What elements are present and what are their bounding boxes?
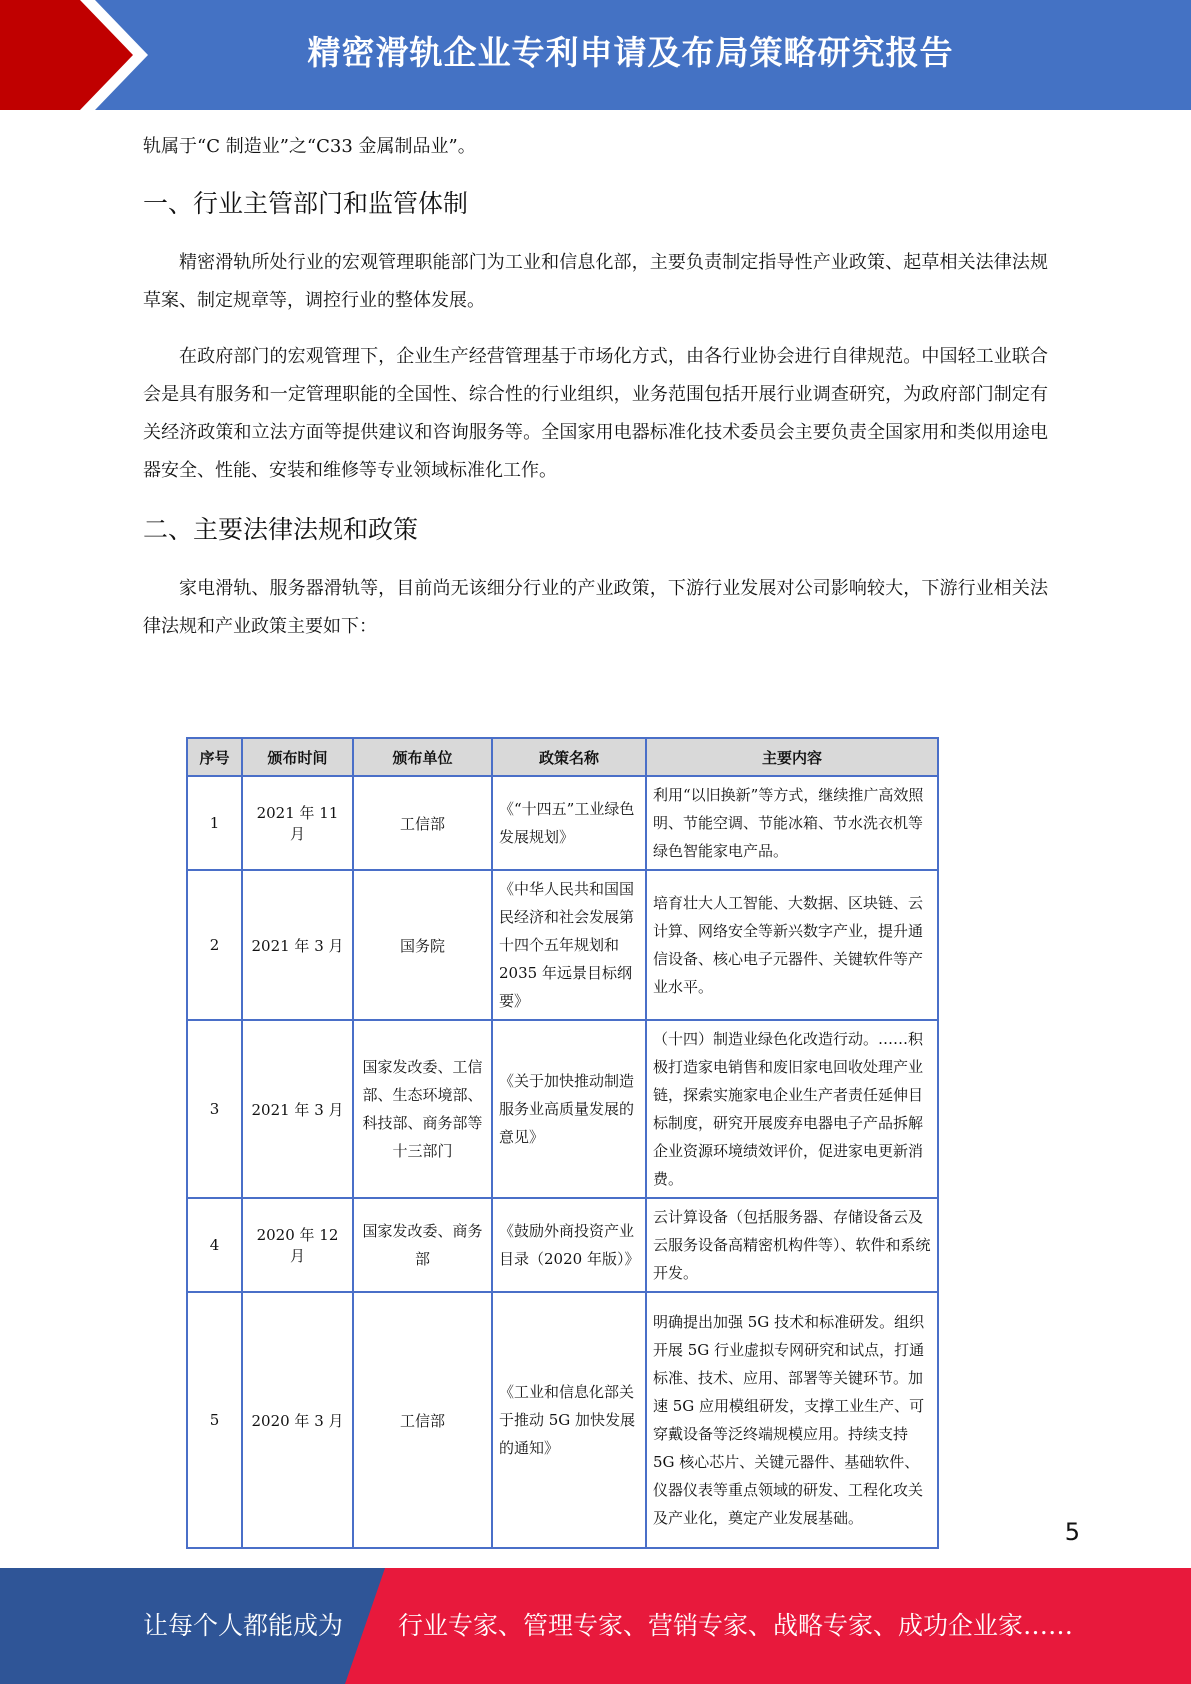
policy-table bbox=[186, 737, 939, 1549]
intro-paragraph: 轨属于“C 制造业”之“C33 金属制品业”。 bbox=[143, 136, 476, 157]
cell-date: 2021 年 11 月 bbox=[242, 776, 353, 870]
page-number: 5 bbox=[1064, 1518, 1080, 1546]
section-1-paragraph-2: 在政府部门的宏观管理下，企业生产经营管理基于市场化方式，由各行业协会进行自律规范。中国轻工业联合会是具有服务和一定管理职能的全国性、综合性的行业组织，业务范围包括开展行业调查研究，为政府部门制定有关经济政策和立法方面等提供建议和咨询服务等。全国家用电器标准化技术委员会主要负责全国家用和类似用途电器安全、性能、安装和维修等专业领域标准化工作。 bbox=[143, 346, 1048, 481]
section-1-paragraph-1: 精密滑轨所处行业的宏观管理职能部门为工业和信息化部，主要负责制定指导性产业政策、起草相关法律法规草案、制定规章等，调控行业的整体发展。 bbox=[143, 252, 1048, 311]
section-2-paragraph-1: 家电滑轨、服务器滑轨等，目前尚无该细分行业的产业政策，下游行业发展对公司影响较大，下游行业相关法律法规和产业政策主要如下： bbox=[143, 578, 1048, 637]
cell-index: 4 bbox=[187, 1198, 242, 1292]
document-body bbox=[143, 128, 1048, 646]
section-2-heading: 二、主要法律法规和政策 bbox=[143, 515, 419, 544]
section-1-heading: 一、行业主管部门和监管体制 bbox=[143, 189, 469, 218]
cell-policy-name: 《鼓励外商投资产业目录（2020 年版）》 bbox=[492, 1198, 646, 1292]
cell-policy-name: 《关于加快推动制造服务业高质量发展的意见》 bbox=[492, 1020, 646, 1198]
table-row bbox=[187, 1198, 938, 1292]
cell-issuer: 国家发改委、商务部 bbox=[353, 1198, 492, 1292]
cell-content: 利用“以旧换新”等方式，继续推广高效照明、节能空调、节能冰箱、节水洗衣机等绿色智能家电产品。 bbox=[646, 776, 938, 870]
header-cell-date: 颁布时间 bbox=[242, 738, 353, 776]
page-footer bbox=[0, 1568, 1191, 1684]
cell-issuer: 国务院 bbox=[353, 870, 492, 1020]
cell-date: 2020 年 3 月 bbox=[242, 1292, 353, 1548]
cell-issuer: 工信部 bbox=[353, 776, 492, 870]
header-cell-issuer: 颁布单位 bbox=[353, 738, 492, 776]
cell-policy-name: 《工业和信息化部关于推动 5G 加快发展的通知》 bbox=[492, 1292, 646, 1548]
cell-issuer: 工信部 bbox=[353, 1292, 492, 1548]
cell-index: 3 bbox=[187, 1020, 242, 1198]
cell-index: 2 bbox=[187, 870, 242, 1020]
table-row bbox=[187, 1292, 938, 1548]
table-row bbox=[187, 776, 938, 870]
cell-issuer: 国家发改委、工信部、生态环境部、科技部、商务部等十三部门 bbox=[353, 1020, 492, 1198]
cell-date: 2021 年 3 月 bbox=[242, 870, 353, 1020]
table-row bbox=[187, 1020, 938, 1198]
cell-index: 1 bbox=[187, 776, 242, 870]
header-title: 精密滑轨企业专利申请及布局策略研究报告 bbox=[307, 33, 954, 72]
header-cell-content: 主要内容 bbox=[646, 738, 938, 776]
cell-content: 培育壮大人工智能、大数据、区块链、云计算、网络安全等新兴数字产业，提升通信设备、核心电子元器件、关键软件等产业水平。 bbox=[646, 870, 938, 1020]
cell-content: 云计算设备（包括服务器、存储设备云及云服务设备高精密机构件等）、软件和系统开发。 bbox=[646, 1198, 938, 1292]
page-header bbox=[0, 0, 1191, 110]
header-cell-policy-name: 政策名称 bbox=[492, 738, 646, 776]
cell-policy-name: 《“十四五”工业绿色发展规划》 bbox=[492, 776, 646, 870]
cell-date: 2021 年 3 月 bbox=[242, 1020, 353, 1198]
table-header-row bbox=[187, 738, 938, 776]
cell-index: 5 bbox=[187, 1292, 242, 1548]
header-cell-index: 序号 bbox=[187, 738, 242, 776]
cell-content: 明确提出加强 5G 技术和标准研发。组织开展 5G 行业虚拟专网研究和试点，打通标准、技术、应用、部署等关键环节。加速 5G 应用模组研发，支撑工业生产、可穿戴设备等泛终端规模应用。持续支持 5G 核心芯片、关键元器件、基础软件、仪器仪表等重点领域的研发、工程化攻关及产业化，奠定产业发展基础。 bbox=[646, 1292, 938, 1548]
cell-policy-name: 《中华人民共和国国民经济和社会发展第十四个五年规划和 2035 年远景目标纲要》 bbox=[492, 870, 646, 1020]
policy-table-container bbox=[186, 737, 937, 1527]
footer-slogan-right: 行业专家、管理专家、营销专家、战略专家、成功企业家…… bbox=[398, 1611, 1074, 1640]
footer-slogan-left: 让每个人都能成为 bbox=[143, 1611, 344, 1640]
cell-content: （十四）制造业绿色化改造行动。……积极打造家电销售和废旧家电回收处理产业链，探索实施家电企业生产者责任延伸目标制度，研究开展废弃电器电子产品拆解企业资源环境绩效评价，促进家电更新消费。 bbox=[646, 1020, 938, 1198]
cell-date: 2020 年 12 月 bbox=[242, 1198, 353, 1292]
table-row bbox=[187, 870, 938, 1020]
